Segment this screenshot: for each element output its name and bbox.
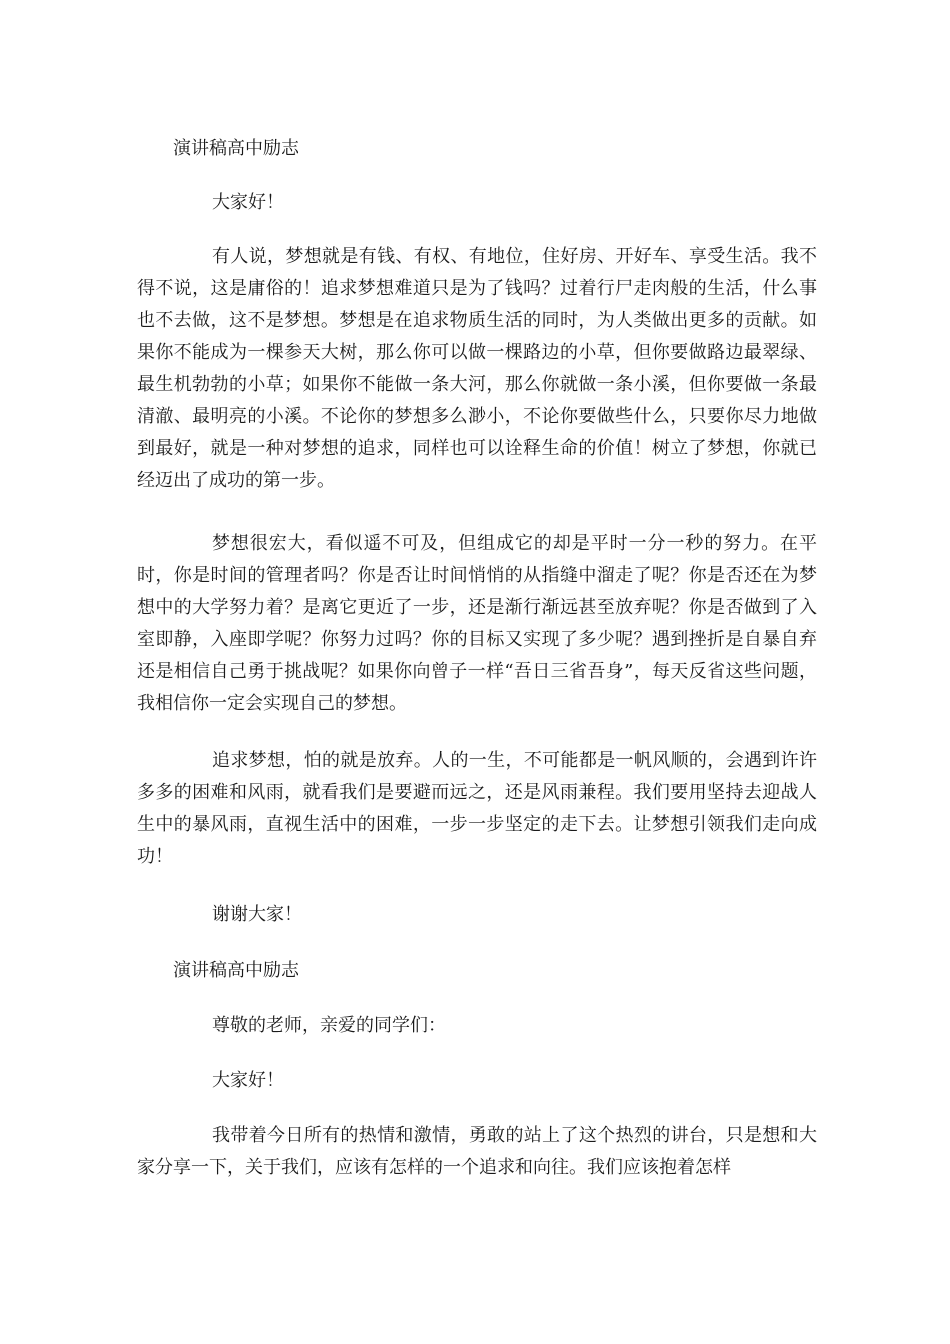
greeting: 大家好！ [212, 192, 284, 213]
salutation: 尊敬的老师，亲爱的同学们： [212, 1015, 446, 1036]
paragraph-4: 我带着今日所有的热情和激情，勇敢的站上了这个热烈的讲台，只是想和大家分享一下，关于我们，应该有怎样的一个追求和向往。我们应该抱着怎样 [137, 1125, 817, 1178]
document-title-2: 演讲稿高中励志 [173, 960, 299, 981]
document-title: 演讲稿高中励志 [173, 138, 299, 159]
closing-thanks: 谢谢大家！ [212, 904, 302, 925]
greeting-2: 大家好！ [212, 1070, 284, 1091]
paragraph-3: 追求梦想，怕的就是放弃。人的一生，不可能都是一帆风顺的，会遇到许许多多的困难和风雨，就看我们是要避而远之，还是风雨兼程。我们要用坚持去迎战人生中的暴风雨，直视生活中的困难，一步一步坚定的走下去。让梦想引领我们走向成功！ [137, 750, 817, 867]
paragraph-2: 梦想很宏大，看似遥不可及，但组成它的却是平时一分一秒的努力。在平时，你是时间的管理者吗？你是否让时间悄悄的从指缝中溜走了呢？你是否还在为梦想中的大学努力着？是离它更近了一步，还是渐行渐远甚至放弃呢？你是否做到了入室即静，入座即学呢？你努力过吗？你的目标又实现了多少呢？遇到挫折是自暴自弃还是相信自己勇于挑战呢？如果你向曾子一样“吾日三省吾身”，每天反省这些问题，我相信你一定会实现自己的梦想。 [137, 533, 817, 714]
paragraph-1: 有人说，梦想就是有钱、有权、有地位，住好房、开好车、享受生活。我不得不说，这是庸俗的！追求梦想难道只是为了钱吗？过着行尸走肉般的生活，什么事也不去做，这不是梦想。梦想是在追求物质生活的同时，为人类做出更多的贡献。如果你不能成为一棵参天大树，那么你可以做一棵路边的小草，但你要做路边最翠绿、最生机勃勃的小草；如果你不能做一条大河，那么你就做一条小溪，但你要做一条最清澈、最明亮的小溪。不论你的梦想多么渺小，不论你要做些什么，只要你尽力地做到最好，就是一种对梦想的追求，同样也可以诠释生命的价值！树立了梦想，你就已经迈出了成功的第一步。 [137, 246, 817, 491]
